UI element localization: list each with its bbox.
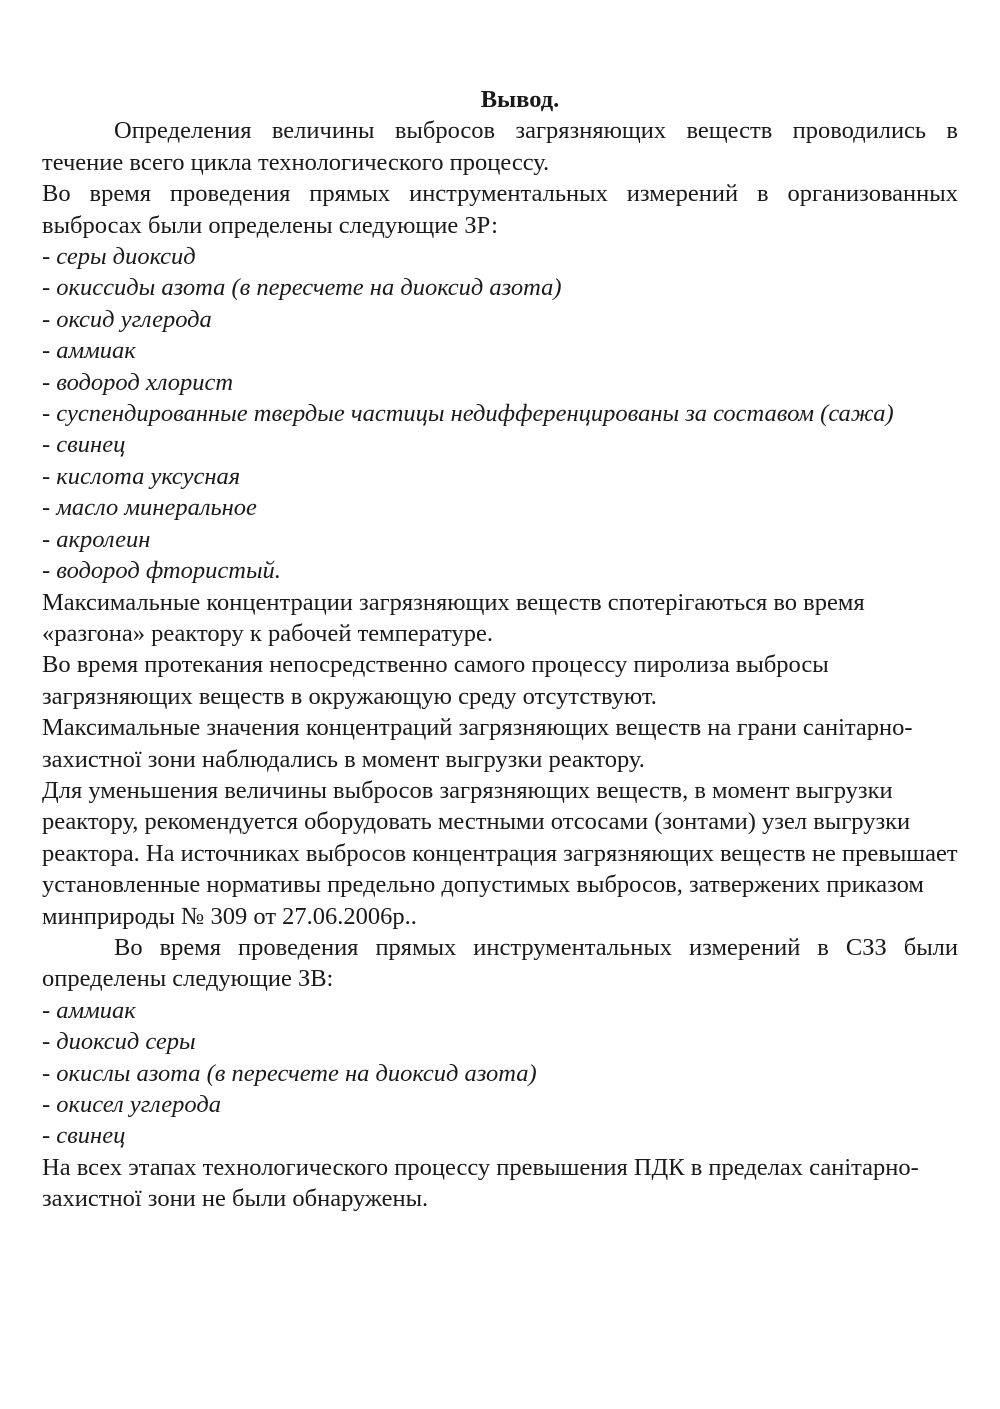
paragraph-intro: Определения величины выбросов загрязняющих веществ проводились в течение всего цикла технологического процессу.	[42, 117, 958, 176]
list-item: - свинец	[42, 431, 126, 459]
emissions-list	[42, 241, 958, 586]
paragraph-sanitary-zone: Максимальные значения концентраций загрязняющих веществ на грани санітарно-захистної зони наблюдались в момент выгрузки реактору.	[42, 714, 913, 773]
paragraph-reduce-emissions: Для уменьшения величины выбросов загрязняющих веществ, в момент выгрузки реактору, рекомендуется оборудовать местными отсосами (зонтами) узел выгрузки реактора. На источниках выбросов концентрация загрязняющих веществ не превышает установленные нормативы предельно допустимых выбросов, затвержених приказом минприроды № 309 от 27.06.2006р..	[42, 776, 958, 930]
list-item: - аммиак	[42, 337, 136, 365]
list-item: - акролеин	[42, 525, 151, 553]
list-item: - аммиак	[42, 996, 136, 1024]
list-item: - водород фтористый.	[42, 557, 281, 585]
list-item: - окисел углерода	[42, 1091, 221, 1118]
list-item: - масло минеральное	[42, 494, 257, 522]
list-item: - диоксид серы	[42, 1028, 196, 1056]
list-item: - свинец	[42, 1122, 126, 1150]
szz-list	[42, 995, 958, 1152]
list-item: - окиссиды азота (в пересчете на диоксид азота)	[42, 274, 562, 302]
list-item: - водород хлорист	[42, 368, 234, 396]
list-item: - суспендированные твердые частицы недифференцированы за составом (сажа)	[42, 400, 894, 428]
paragraph-conclusion: На всех этапах технологического процессу превышения ПДК в пределах санітарно-захистної зони не были обнаружены.	[42, 1153, 919, 1213]
list-item: - окислы азота (в пересчете на диоксид азота)	[42, 1059, 537, 1087]
list-item: - серы диоксид	[42, 243, 196, 271]
paragraph-pyrolysis: Во время протекания непосредственно самого процессу пиролиза выбросы загрязняющих веществ в окружающую среду отсутствуют.	[42, 651, 829, 710]
document-title: Вывод.	[480, 86, 560, 113]
list-item: - кислота уксусная	[42, 462, 241, 490]
paragraph-szz-intro: Во время проведения прямых инструментальных измерений в СЗЗ были определены следующие ЗВ:	[42, 933, 958, 993]
list-item: - оксид углерода	[42, 305, 212, 333]
paragraph-max-concentration: Максимальные концентрации загрязняющих веществ спотерігаються во время «разгона» реактору к рабочей температуре.	[42, 588, 865, 647]
document-body	[42, 84, 958, 1215]
paragraph-emissions-intro: Во время проведения прямых инструментальных измерений в организованных выбросах были определены следующие ЗР:	[42, 180, 958, 239]
